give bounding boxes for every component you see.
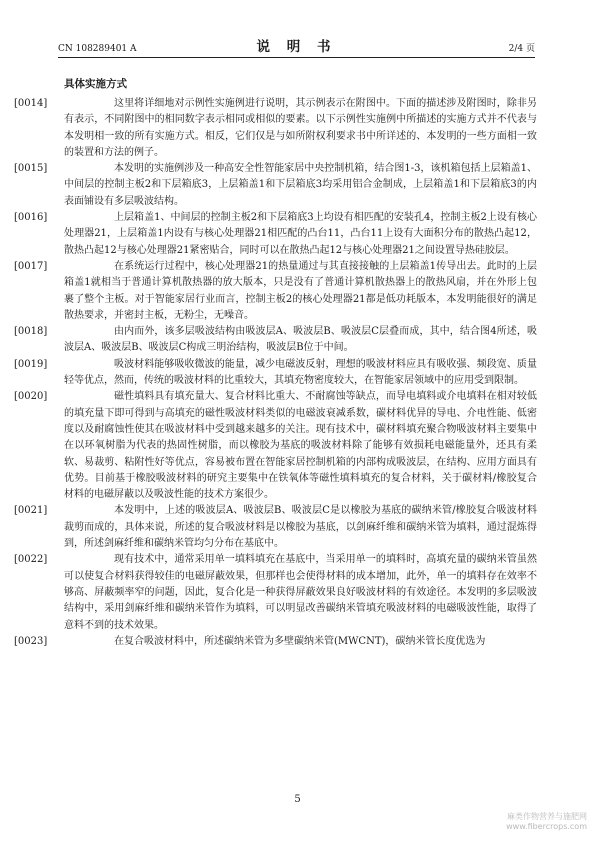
site-watermark: [437, 812, 587, 832]
paragraph-text: 磁性填料具有填充量大、复合材料比重大、不耐腐蚀等缺点，而导电填料或介电填料在相对较低的填充量下即可得到与高填充的磁性吸波材料类似的电磁波衰减系数，碳材料优异的导电、介电性能、低密度以及耐腐蚀性使其在吸波材料中受到越来越多的关注。现有技术中，碳材料填充聚合物吸波材料主要集中在以环氧树脂为代表的热固性树脂，而以橡胶为基底的吸波材料除了能够有效损耗电磁能量外，还具有柔软、易裁剪、粘附性好等优点，容易被布置在智能家居控制机箱的内部构成吸波层，在结构、应用方面具有优势。目前基于橡胶吸波材料的研究主要集中在铁氧体等磁性填料填充的复合材料，关于碳材料/橡胶复合材料的电磁屏蔽以及吸波性能的技术方案很少。: [64, 391, 537, 501]
paragraph-text: 本发明的实施例涉及一种高安全性智能家居中央控制机箱，结合图1-3，该机箱包括上层箱盖1、中间层的控制主板2和下层箱底3，上层箱盖1和下层箱底3均采用铝合金制成，上层箱盖1和下层箱底3的内表面铺设有多层吸波结构。: [64, 163, 537, 207]
paragraph-number: [0015]: [14, 163, 48, 175]
page-number: 5: [294, 794, 301, 805]
paragraph-text: 由内而外，该多层吸波结构由吸波层A、吸波层B、吸波层C层叠而成，其中，结合图4所述，吸波层A、吸波层B、吸波层C构成三明治结构，吸波层B位于中间。: [64, 326, 537, 354]
paragraph-0014: [14, 96, 537, 161]
paragraph-0021: [14, 503, 537, 552]
watermark-name: 麻类作物营养与施肥网: [507, 812, 587, 821]
paragraph-number: [0021]: [14, 505, 48, 517]
paragraph-number: [0017]: [14, 260, 48, 272]
paragraph-0020: [14, 389, 537, 503]
publication-number: CN 108289401 A: [58, 44, 137, 54]
paragraph-number: [0014]: [14, 98, 48, 109]
paragraph-0016: [14, 210, 537, 259]
paragraph-0023: [14, 634, 537, 650]
document-title: 说 明 书: [256, 39, 337, 55]
paragraph-number: [0016]: [14, 212, 48, 224]
paragraph-number: [0019]: [14, 358, 48, 370]
paragraph-number: [0022]: [14, 554, 48, 566]
paragraph-0015: [14, 161, 537, 210]
paragraph-number: [0018]: [14, 326, 48, 338]
paragraph-text: 在复合吸波材料中，所述碳纳米管为多壁碳纳米管(MWCNT)，碳纳米管长度优选为: [114, 635, 486, 647]
paragraph-0022: [14, 552, 537, 633]
section-heading: 具体实施方式: [64, 78, 127, 90]
paragraph-text: 这里将详细地对示例性实施例进行说明，其示例表示在附图中。下面的描述涉及附图时，除非另有表示，不同附图中的相同数字表示相同或相似的要素。以下示例性实施例中所描述的实施方式并不代表与本发明相一致的所有实施方式。相反，它们仅是与如所附权利要求书中所详述的、本发明的一些方面相一致的装置和方法的例子。: [64, 98, 537, 158]
watermark-url: www.fibercrops.com: [506, 822, 587, 831]
paragraph-text: 在系统运行过程中，核心处理器21的热量通过与其直接接触的上层箱盖1传导出去。此时的上层箱盖1就相当于普通计算机散热器的放大版本，只是没有了普通计算机散热器上的散热风扇，并在外形上包裹了整个主板。对于智能家居行业而言，控制主板2的核心处理器21都是低功耗版本，本发明能很好的满足散热要求，并密封主板，无粉尘，无噪音。: [64, 260, 537, 321]
document-body: [14, 76, 537, 650]
paragraph-0017: [14, 259, 537, 324]
paragraph-text: 本发明中，上述的吸波层A、吸波层B、吸波层C是以橡胶为基底的碳纳米管/橡胶复合吸波材料裁剪而成的，具体来说，所述的复合吸波材料是以橡胶为基底，以剑麻纤维和碳纳米管为填料，通过混炼得到，所述剑麻纤维和碳纳米管均匀分布在基底中。: [64, 505, 537, 550]
paragraph-text: 上层箱盖1、中间层的控制主板2和下层箱底3上均设有相匹配的安装孔4，控制主板2上设有核心处理器21，上层箱盖1内设有与核心处理器21相匹配的凸台11，凸台11上设有大面积分布的散热凸起12，散热凸起12与核心处理器21紧密贴合，同时可以在散热凸起12与核心处理器21之间设置导热硅胶层。: [64, 212, 537, 256]
paragraph-0019: [14, 357, 537, 390]
paragraph-text: 吸波材料能够吸收微波的能量，减少电磁波反射，理想的吸波材料应具有吸收强、频段宽、质量轻等优点，然而，传统的吸波材料的比重较大，其填充物密度较大，在智能家居领域中的应用受到限制。: [64, 358, 537, 387]
paragraph-number: [0020]: [14, 391, 48, 403]
paragraph-number: [0023]: [14, 635, 48, 647]
paragraph-text: 现有技术中，通常采用单一填料填充在基底中，当采用单一的填料时，高填充量的碳纳米管虽然可以使复合材料获得较佳的电磁屏蔽效果，但那样也会使得材料的成本增加，此外，单一的填料存在效率不够高、屏蔽频率窄的问题，因此，复合化是一种获得屏蔽效果良好吸波材料的有效途径。本发明的多层吸波结构中，采用剑麻纤维和碳纳米管作为填料，可以明显改善碳纳米管填充吸波材料的电磁吸波性能，取得了意料不到的技术效果。: [64, 554, 537, 631]
page-header: [58, 36, 535, 58]
paragraph-0018: [14, 324, 537, 357]
page-info: 2/4 页: [508, 44, 535, 54]
